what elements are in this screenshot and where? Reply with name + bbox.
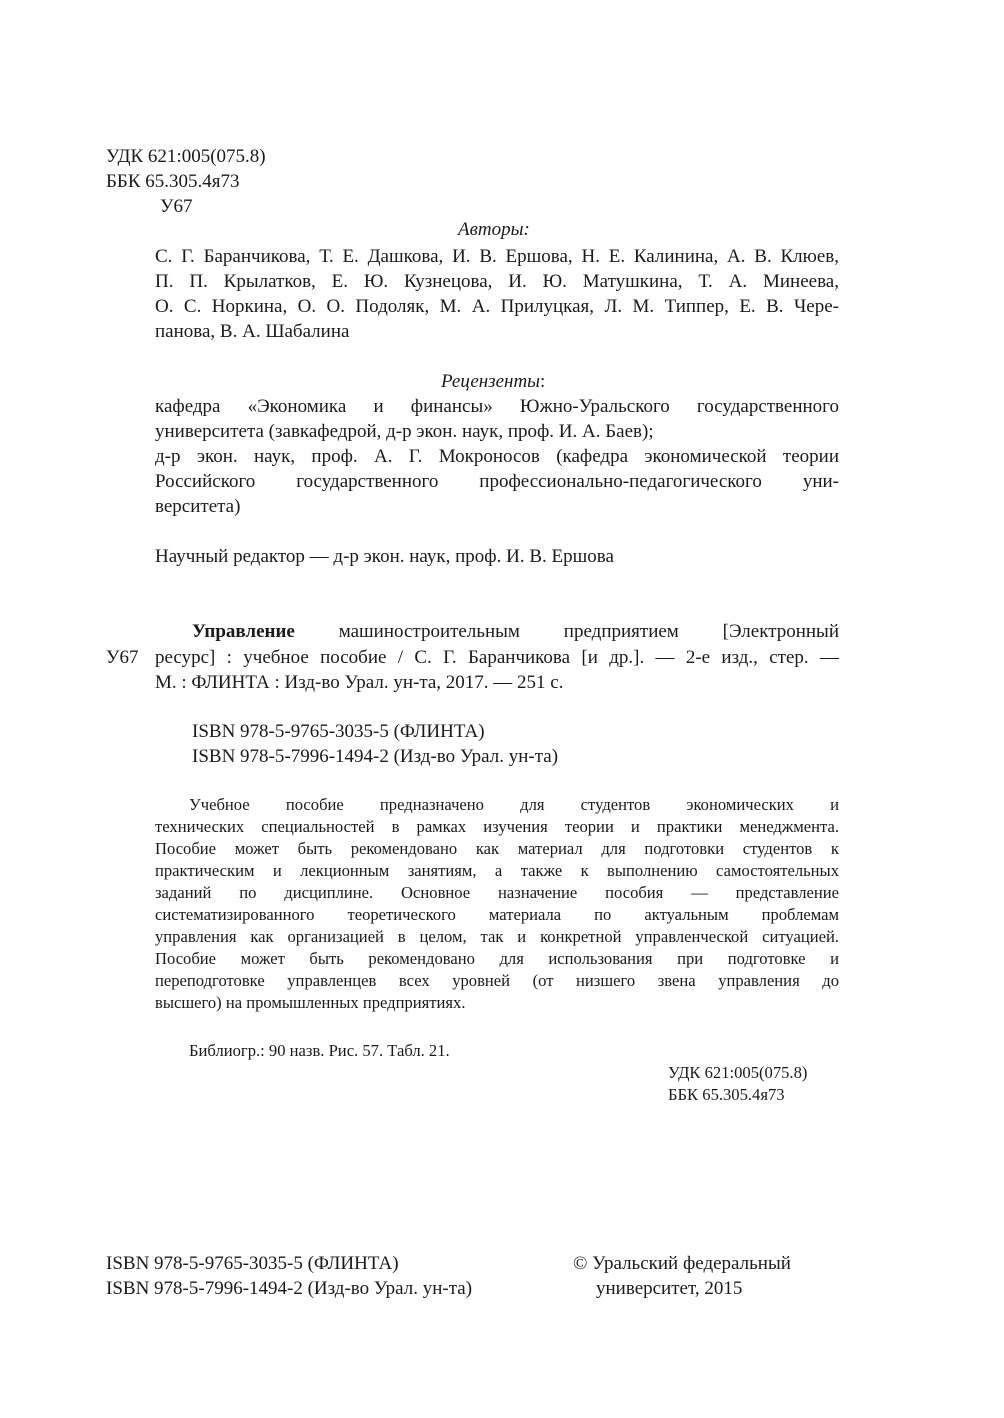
bib-record-line-1 (192, 622, 839, 641)
authors-heading: Авторы: (458, 219, 530, 240)
reviewers-heading (441, 372, 545, 391)
annotation-line: переподготовке управленцев всех уровней (от низшего звена управления до (155, 971, 839, 990)
copyright-line-2: университет, 2015 (596, 1278, 743, 1299)
bbk-code-top: ББК 65.305.4я73 (106, 171, 240, 192)
annotation-line: заданий по дисциплине. Основное назначение пособия — представление (155, 883, 839, 902)
udk-code-top: УДК 621:005(075.8) (106, 146, 266, 167)
bib-author-mark: У67 (106, 647, 139, 668)
annotation-line: технических специальностей в рамках изучения теории и практики менеджмента. (155, 817, 839, 836)
annotation-line: высшего) на промышленных предприятиях. (155, 993, 466, 1012)
reviewers-heading-text: Рецензенты (441, 371, 541, 392)
annotation-line: практическим и лекционным занятиям, а также к выполнению самостоятельных (155, 861, 839, 880)
authors-line: С. Г. Баранчикова, Т. Е. Дашкова, И. В. Ершова, Н. Е. Калинина, А. В. Клюев, (155, 246, 839, 267)
isbn-line: ISBN 978-5-9765-3035-5 (ФЛИНТА) (192, 721, 485, 742)
reviewers-line: университета (завкафедрой, д-р экон. наук, проф. И. А. Баев); (155, 421, 654, 442)
bib-record-line-3: М. : ФЛИНТА : Изд-во Урал. ун-та, 2017. — 251 с. (155, 672, 564, 693)
annotation-line: Учебное пособие предназначено для студентов экономических и (189, 795, 839, 814)
bbk-code-bottom: ББК 65.305.4я73 (668, 1085, 785, 1104)
copyright-line-1: © Уральский федеральный (573, 1253, 791, 1274)
authors-line: П. П. Крылатков, Е. Ю. Кузнецова, И. Ю. Матушкина, Т. А. Минеева, (155, 271, 839, 292)
annotation-line: систематизированного теоретического материала по актуальным проблемам (155, 905, 839, 924)
author-mark-top: У67 (160, 196, 193, 217)
reviewers-line: верситета) (155, 496, 241, 517)
bib-title-rest: машиностроительным предприятием [Электронный (338, 621, 839, 642)
reviewers-line: кафедра «Экономика и финансы» Южно-Уральского государственного (155, 396, 839, 417)
udk-code-bottom: УДК 621:005(075.8) (668, 1063, 808, 1082)
scientific-editor: Научный редактор — д-р экон. наук, проф. И. В. Ершова (155, 546, 614, 567)
bib-record-line-2: ресурс] : учебное пособие / С. Г. Баранчикова [и др.]. — 2-е изд., стер. — (155, 647, 839, 668)
footer-isbn-line: ISBN 978-5-9765-3035-5 (ФЛИНТА) (106, 1253, 399, 1274)
footer-isbn-line: ISBN 978-5-7996-1494-2 (Изд-во Урал. ун-та) (106, 1278, 473, 1299)
reviewers-heading-colon: : (540, 371, 546, 392)
annotation-line: Пособие может быть рекомендовано как материал для подготовки студентов к (155, 839, 839, 858)
bibliography-note: Библиогр.: 90 назв. Рис. 57. Табл. 21. (189, 1041, 450, 1060)
isbn-line: ISBN 978-5-7996-1494-2 (Изд-во Урал. ун-та) (192, 746, 559, 767)
reviewers-line: Российского государственного профессионально-педагогического уни- (155, 471, 839, 492)
annotation-line: управления как организацией в целом, так и конкретной управленческой ситуацией. (155, 927, 839, 946)
annotation-line: Пособие может быть рекомендовано для использования при подготовке и (155, 949, 839, 968)
bib-title-bold: Управление (192, 621, 295, 642)
reviewers-line: д-р экон. наук, проф. А. Г. Мокроносов (кафедра экономической теории (155, 446, 839, 467)
authors-line: панова, В. А. Шабалина (155, 321, 350, 342)
authors-line: О. С. Норкина, О. О. Подоляк, М. А. Прилуцкая, Л. М. Типпер, Е. В. Чере- (155, 296, 839, 317)
